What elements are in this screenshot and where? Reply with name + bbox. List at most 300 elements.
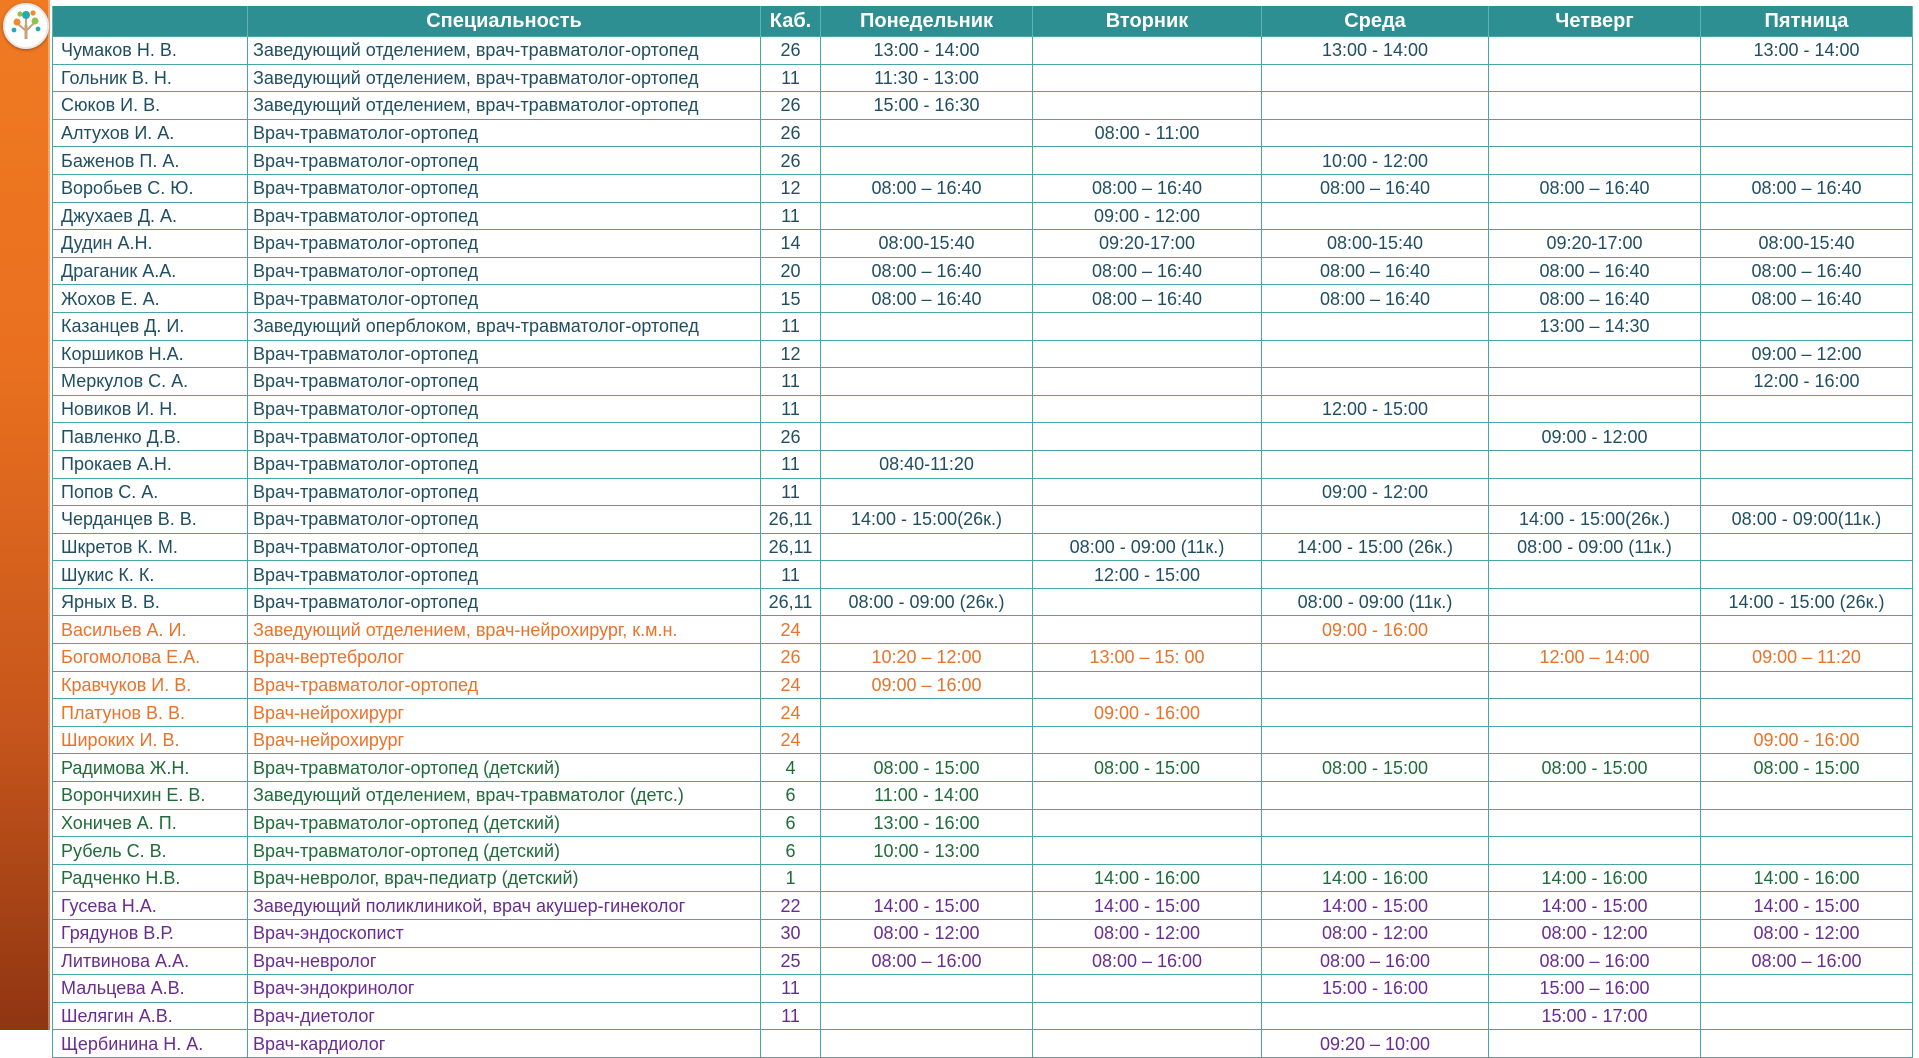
tuesday-hours-cell xyxy=(1033,37,1262,65)
tuesday-hours-cell xyxy=(1033,1030,1262,1058)
doctor-name-cell: Хоничев А. П. xyxy=(53,809,248,837)
specialty-cell: Заведующий отделением, врач-травматолог-ортопед xyxy=(248,92,761,120)
thursday-hours-cell: 12:00 – 14:00 xyxy=(1489,644,1701,672)
tuesday-hours-cell: 14:00 - 16:00 xyxy=(1033,864,1262,892)
specialty-cell: Врач-травматолог-ортопед xyxy=(248,450,761,478)
friday-hours-cell xyxy=(1701,616,1913,644)
friday-hours-cell xyxy=(1701,1030,1913,1058)
wednesday-hours-cell xyxy=(1262,1002,1489,1030)
friday-hours-cell: 14:00 - 16:00 xyxy=(1701,864,1913,892)
wednesday-hours-cell: 08:00 – 16:00 xyxy=(1262,947,1489,975)
header-thursday: Четверг xyxy=(1489,6,1701,37)
specialty-cell: Заведующий оперблоком, врач-травматолог-ортопед xyxy=(248,312,761,340)
monday-hours-cell: 15:00 - 16:30 xyxy=(821,92,1033,120)
specialty-cell: Заведующий отделением, врач-травматолог-ортопед xyxy=(248,37,761,65)
friday-hours-cell: 09:00 – 12:00 xyxy=(1701,340,1913,368)
doctor-name-cell: Черданцев В. В. xyxy=(53,506,248,534)
wednesday-hours-cell xyxy=(1262,119,1489,147)
specialty-cell: Врач-травматолог-ортопед xyxy=(248,230,761,258)
table-row xyxy=(53,947,1913,975)
monday-hours-cell: 08:00 – 16:00 xyxy=(821,947,1033,975)
room-cell: 6 xyxy=(761,782,821,810)
monday-hours-cell xyxy=(821,119,1033,147)
specialty-cell: Врач-травматолог-ортопед xyxy=(248,202,761,230)
doctor-name-cell: Ярных В. В. xyxy=(53,588,248,616)
thursday-hours-cell xyxy=(1489,616,1701,644)
thursday-hours-cell xyxy=(1489,726,1701,754)
room-cell: 11 xyxy=(761,478,821,506)
table-row xyxy=(53,147,1913,175)
thursday-hours-cell: 14:00 - 16:00 xyxy=(1489,864,1701,892)
room-cell: 24 xyxy=(761,726,821,754)
friday-hours-cell: 09:00 – 11:20 xyxy=(1701,644,1913,672)
doctor-name-cell: Казанцев Д. И. xyxy=(53,312,248,340)
friday-hours-cell xyxy=(1701,92,1913,120)
tuesday-hours-cell xyxy=(1033,450,1262,478)
header-wednesday: Среда xyxy=(1262,6,1489,37)
monday-hours-cell: 08:00 - 15:00 xyxy=(821,754,1033,782)
wednesday-hours-cell xyxy=(1262,726,1489,754)
room-cell: 11 xyxy=(761,368,821,396)
thursday-hours-cell xyxy=(1489,147,1701,175)
monday-hours-cell xyxy=(821,561,1033,589)
room-cell: 11 xyxy=(761,975,821,1003)
room-cell: 24 xyxy=(761,699,821,727)
thursday-hours-cell xyxy=(1489,92,1701,120)
room-cell: 26 xyxy=(761,644,821,672)
wednesday-hours-cell: 14:00 - 15:00 xyxy=(1262,892,1489,920)
friday-hours-cell xyxy=(1701,119,1913,147)
table-row xyxy=(53,616,1913,644)
monday-hours-cell: 08:00 – 16:40 xyxy=(821,257,1033,285)
monday-hours-cell xyxy=(821,147,1033,175)
tuesday-hours-cell xyxy=(1033,506,1262,534)
monday-hours-cell: 09:00 – 16:00 xyxy=(821,671,1033,699)
thursday-hours-cell: 08:00 - 15:00 xyxy=(1489,754,1701,782)
friday-hours-cell xyxy=(1701,1002,1913,1030)
table-row xyxy=(53,506,1913,534)
wednesday-hours-cell xyxy=(1262,809,1489,837)
friday-hours-cell xyxy=(1701,202,1913,230)
friday-hours-cell xyxy=(1701,64,1913,92)
tuesday-hours-cell xyxy=(1033,478,1262,506)
tuesday-hours-cell xyxy=(1033,340,1262,368)
doctor-name-cell: Платунов В. В. xyxy=(53,699,248,727)
room-cell: 26,11 xyxy=(761,588,821,616)
monday-hours-cell: 14:00 - 15:00 xyxy=(821,892,1033,920)
room-cell: 4 xyxy=(761,754,821,782)
table-row xyxy=(53,1030,1913,1058)
room-cell: 1 xyxy=(761,864,821,892)
wednesday-hours-cell: 09:20 – 10:00 xyxy=(1262,1030,1489,1058)
room-cell: 11 xyxy=(761,561,821,589)
header-name xyxy=(53,6,248,37)
table-row xyxy=(53,671,1913,699)
table-row xyxy=(53,202,1913,230)
wednesday-hours-cell: 09:00 - 16:00 xyxy=(1262,616,1489,644)
wednesday-hours-cell xyxy=(1262,837,1489,865)
friday-hours-cell: 08:00 - 12:00 xyxy=(1701,920,1913,948)
doctor-name-cell: Васильев А. И. xyxy=(53,616,248,644)
friday-hours-cell xyxy=(1701,312,1913,340)
table-row xyxy=(53,864,1913,892)
specialty-cell: Врач-травматолог-ортопед (детский) xyxy=(248,837,761,865)
monday-hours-cell: 08:00-15:40 xyxy=(821,230,1033,258)
table-row xyxy=(53,699,1913,727)
table-row xyxy=(53,644,1913,672)
thursday-hours-cell xyxy=(1489,561,1701,589)
tuesday-hours-cell: 08:00 – 16:40 xyxy=(1033,174,1262,202)
doctor-schedule-table xyxy=(52,6,1913,1058)
doctor-name-cell: Павленко Д.В. xyxy=(53,423,248,451)
friday-hours-cell: 13:00 - 14:00 xyxy=(1701,37,1913,65)
doctor-name-cell: Шкретов К. М. xyxy=(53,533,248,561)
thursday-hours-cell xyxy=(1489,478,1701,506)
tuesday-hours-cell xyxy=(1033,671,1262,699)
wednesday-hours-cell: 08:00 – 16:40 xyxy=(1262,174,1489,202)
tuesday-hours-cell: 12:00 - 15:00 xyxy=(1033,561,1262,589)
doctor-name-cell: Радченко Н.В. xyxy=(53,864,248,892)
tuesday-hours-cell: 09:20-17:00 xyxy=(1033,230,1262,258)
header-room: Каб. xyxy=(761,6,821,37)
tuesday-hours-cell xyxy=(1033,92,1262,120)
tuesday-hours-cell: 13:00 – 15: 00 xyxy=(1033,644,1262,672)
monday-hours-cell xyxy=(821,975,1033,1003)
doctor-name-cell: Воробьев С. Ю. xyxy=(53,174,248,202)
doctor-name-cell: Рубель С. В. xyxy=(53,837,248,865)
specialty-cell: Врач-диетолог xyxy=(248,1002,761,1030)
room-cell: 24 xyxy=(761,671,821,699)
table-row xyxy=(53,340,1913,368)
table-row xyxy=(53,561,1913,589)
room-cell: 26 xyxy=(761,147,821,175)
specialty-cell: Врач-травматолог-ортопед xyxy=(248,257,761,285)
specialty-cell: Заведующий отделением, врач-травматолог (детс.) xyxy=(248,782,761,810)
monday-hours-cell: 08:00 - 09:00 (26к.) xyxy=(821,588,1033,616)
table-row xyxy=(53,892,1913,920)
monday-hours-cell xyxy=(821,395,1033,423)
friday-hours-cell xyxy=(1701,975,1913,1003)
monday-hours-cell xyxy=(821,726,1033,754)
doctor-name-cell: Баженов П. А. xyxy=(53,147,248,175)
tuesday-hours-cell xyxy=(1033,64,1262,92)
tuesday-hours-cell: 09:00 - 16:00 xyxy=(1033,699,1262,727)
monday-hours-cell xyxy=(821,478,1033,506)
monday-hours-cell: 08:00 – 16:40 xyxy=(821,174,1033,202)
table-row xyxy=(53,312,1913,340)
tuesday-hours-cell xyxy=(1033,1002,1262,1030)
specialty-cell: Врач-травматолог-ортопед xyxy=(248,423,761,451)
wednesday-hours-cell xyxy=(1262,423,1489,451)
monday-hours-cell xyxy=(821,202,1033,230)
room-cell: 12 xyxy=(761,340,821,368)
table-row xyxy=(53,837,1913,865)
thursday-hours-cell: 08:00 - 12:00 xyxy=(1489,920,1701,948)
room-cell: 24 xyxy=(761,616,821,644)
room-cell: 26 xyxy=(761,423,821,451)
wednesday-hours-cell xyxy=(1262,782,1489,810)
doctor-name-cell: Шелягин А.В. xyxy=(53,1002,248,1030)
room-cell xyxy=(761,1030,821,1058)
doctor-name-cell: Щербинина Н. А. xyxy=(53,1030,248,1058)
wednesday-hours-cell xyxy=(1262,561,1489,589)
specialty-cell: Врач-травматолог-ортопед xyxy=(248,368,761,396)
wednesday-hours-cell xyxy=(1262,92,1489,120)
tuesday-hours-cell: 08:00 – 16:00 xyxy=(1033,947,1262,975)
wednesday-hours-cell: 14:00 - 15:00 (26к.) xyxy=(1262,533,1489,561)
friday-hours-cell: 08:00 – 16:00 xyxy=(1701,947,1913,975)
tuesday-hours-cell xyxy=(1033,809,1262,837)
room-cell: 26 xyxy=(761,37,821,65)
friday-hours-cell xyxy=(1701,782,1913,810)
friday-hours-cell: 09:00 - 16:00 xyxy=(1701,726,1913,754)
tuesday-hours-cell xyxy=(1033,395,1262,423)
room-cell: 11 xyxy=(761,64,821,92)
specialty-cell: Врач-нейрохирург xyxy=(248,699,761,727)
wednesday-hours-cell: 08:00 - 12:00 xyxy=(1262,920,1489,948)
thursday-hours-cell xyxy=(1489,119,1701,147)
monday-hours-cell xyxy=(821,533,1033,561)
doctor-name-cell: Кравчуков И. В. xyxy=(53,671,248,699)
room-cell: 12 xyxy=(761,174,821,202)
thursday-hours-cell xyxy=(1489,395,1701,423)
table-row xyxy=(53,450,1913,478)
clinic-logo-icon xyxy=(3,3,49,49)
table-row xyxy=(53,395,1913,423)
specialty-cell: Врач-травматолог-ортопед xyxy=(248,506,761,534)
friday-hours-cell xyxy=(1701,837,1913,865)
friday-hours-cell xyxy=(1701,423,1913,451)
doctor-name-cell: Сюков И. В. xyxy=(53,92,248,120)
table-row xyxy=(53,257,1913,285)
wednesday-hours-cell xyxy=(1262,699,1489,727)
table-row xyxy=(53,478,1913,506)
table-row xyxy=(53,975,1913,1003)
thursday-hours-cell: 15:00 – 16:00 xyxy=(1489,975,1701,1003)
wednesday-hours-cell: 12:00 - 15:00 xyxy=(1262,395,1489,423)
specialty-cell: Врач-травматолог-ортопед xyxy=(248,588,761,616)
room-cell: 22 xyxy=(761,892,821,920)
wednesday-hours-cell: 13:00 - 14:00 xyxy=(1262,37,1489,65)
thursday-hours-cell xyxy=(1489,809,1701,837)
wednesday-hours-cell xyxy=(1262,671,1489,699)
room-cell: 15 xyxy=(761,285,821,313)
table-row xyxy=(53,92,1913,120)
thursday-hours-cell xyxy=(1489,699,1701,727)
tuesday-hours-cell: 09:00 - 12:00 xyxy=(1033,202,1262,230)
room-cell: 20 xyxy=(761,257,821,285)
monday-hours-cell: 10:20 – 12:00 xyxy=(821,644,1033,672)
specialty-cell: Врач-кардиолог xyxy=(248,1030,761,1058)
table-row xyxy=(53,754,1913,782)
doctor-name-cell: Ворончихин Е. В. xyxy=(53,782,248,810)
tuesday-hours-cell xyxy=(1033,147,1262,175)
thursday-hours-cell: 15:00 - 17:00 xyxy=(1489,1002,1701,1030)
specialty-cell: Врач-невролог xyxy=(248,947,761,975)
friday-hours-cell: 08:00 – 16:40 xyxy=(1701,257,1913,285)
wednesday-hours-cell: 08:00 - 15:00 xyxy=(1262,754,1489,782)
wednesday-hours-cell xyxy=(1262,506,1489,534)
table-row xyxy=(53,809,1913,837)
tuesday-hours-cell xyxy=(1033,368,1262,396)
thursday-hours-cell xyxy=(1489,782,1701,810)
thursday-hours-cell: 08:00 – 16:00 xyxy=(1489,947,1701,975)
thursday-hours-cell xyxy=(1489,368,1701,396)
thursday-hours-cell: 08:00 – 16:40 xyxy=(1489,257,1701,285)
wednesday-hours-cell: 08:00 – 16:40 xyxy=(1262,285,1489,313)
monday-hours-cell xyxy=(821,340,1033,368)
table-row xyxy=(53,285,1913,313)
room-cell: 26 xyxy=(761,119,821,147)
monday-hours-cell: 14:00 - 15:00(26к.) xyxy=(821,506,1033,534)
friday-hours-cell: 08:00 - 09:00(11к.) xyxy=(1701,506,1913,534)
room-cell: 26 xyxy=(761,92,821,120)
table-row xyxy=(53,1002,1913,1030)
wednesday-hours-cell xyxy=(1262,644,1489,672)
tuesday-hours-cell: 14:00 - 15:00 xyxy=(1033,892,1262,920)
thursday-hours-cell xyxy=(1489,450,1701,478)
room-cell: 26,11 xyxy=(761,506,821,534)
specialty-cell: Заведующий отделением, врач-нейрохирург, к.м.н. xyxy=(248,616,761,644)
table-row xyxy=(53,533,1913,561)
specialty-cell: Врач-травматолог-ортопед xyxy=(248,533,761,561)
doctor-name-cell: Дудин А.Н. xyxy=(53,230,248,258)
doctor-name-cell: Драганик А.А. xyxy=(53,257,248,285)
header-specialty: Специальность xyxy=(248,6,761,37)
monday-hours-cell xyxy=(821,864,1033,892)
doctor-name-cell: Радимова Ж.Н. xyxy=(53,754,248,782)
tuesday-hours-cell xyxy=(1033,975,1262,1003)
tuesday-hours-cell xyxy=(1033,616,1262,644)
thursday-hours-cell: 08:00 – 16:40 xyxy=(1489,174,1701,202)
room-cell: 6 xyxy=(761,837,821,865)
tuesday-hours-cell xyxy=(1033,726,1262,754)
thursday-hours-cell xyxy=(1489,37,1701,65)
room-cell: 11 xyxy=(761,395,821,423)
doctor-name-cell: Гольник В. Н. xyxy=(53,64,248,92)
friday-hours-cell xyxy=(1701,671,1913,699)
monday-hours-cell: 13:00 - 14:00 xyxy=(821,37,1033,65)
wednesday-hours-cell xyxy=(1262,64,1489,92)
friday-hours-cell: 12:00 - 16:00 xyxy=(1701,368,1913,396)
tuesday-hours-cell xyxy=(1033,423,1262,451)
friday-hours-cell: 14:00 - 15:00 (26к.) xyxy=(1701,588,1913,616)
wednesday-hours-cell: 09:00 - 12:00 xyxy=(1262,478,1489,506)
thursday-hours-cell: 13:00 – 14:30 xyxy=(1489,312,1701,340)
friday-hours-cell xyxy=(1701,450,1913,478)
doctor-name-cell: Коршиков Н.А. xyxy=(53,340,248,368)
wednesday-hours-cell xyxy=(1262,450,1489,478)
wednesday-hours-cell xyxy=(1262,368,1489,396)
table-row xyxy=(53,119,1913,147)
specialty-cell: Врач-травматолог-ортопед xyxy=(248,285,761,313)
table-row xyxy=(53,782,1913,810)
wednesday-hours-cell: 14:00 - 16:00 xyxy=(1262,864,1489,892)
friday-hours-cell xyxy=(1701,147,1913,175)
room-cell: 11 xyxy=(761,450,821,478)
wednesday-hours-cell: 08:00-15:40 xyxy=(1262,230,1489,258)
specialty-cell: Врач-травматолог-ортопед (детский) xyxy=(248,754,761,782)
schedule-body xyxy=(53,37,1913,1058)
doctor-name-cell: Шукис К. К. xyxy=(53,561,248,589)
room-cell: 14 xyxy=(761,230,821,258)
sidebar-accent-stripe xyxy=(0,0,50,1030)
tuesday-hours-cell: 08:00 - 15:00 xyxy=(1033,754,1262,782)
monday-hours-cell: 11:00 - 14:00 xyxy=(821,782,1033,810)
table-header-row xyxy=(53,6,1913,37)
doctor-name-cell: Меркулов С. А. xyxy=(53,368,248,396)
monday-hours-cell xyxy=(821,699,1033,727)
doctor-name-cell: Жохов Е. А. xyxy=(53,285,248,313)
room-cell: 26,11 xyxy=(761,533,821,561)
specialty-cell: Врач-вертебролог xyxy=(248,644,761,672)
monday-hours-cell xyxy=(821,312,1033,340)
friday-hours-cell: 14:00 - 15:00 xyxy=(1701,892,1913,920)
header-tuesday: Вторник xyxy=(1033,6,1262,37)
tuesday-hours-cell: 08:00 - 11:00 xyxy=(1033,119,1262,147)
thursday-hours-cell: 09:20-17:00 xyxy=(1489,230,1701,258)
table-row xyxy=(53,726,1913,754)
monday-hours-cell: 08:00 - 12:00 xyxy=(821,920,1033,948)
room-cell: 6 xyxy=(761,809,821,837)
friday-hours-cell xyxy=(1701,809,1913,837)
specialty-cell: Врач-травматолог-ортопед xyxy=(248,478,761,506)
specialty-cell: Врач-эндоскопист xyxy=(248,920,761,948)
tuesday-hours-cell: 08:00 – 16:40 xyxy=(1033,257,1262,285)
thursday-hours-cell xyxy=(1489,1030,1701,1058)
tree-logo-icon xyxy=(5,5,47,47)
table-row xyxy=(53,37,1913,65)
tuesday-hours-cell xyxy=(1033,837,1262,865)
friday-hours-cell xyxy=(1701,533,1913,561)
table-row xyxy=(53,423,1913,451)
friday-hours-cell xyxy=(1701,395,1913,423)
thursday-hours-cell: 08:00 - 09:00 (11к.) xyxy=(1489,533,1701,561)
tuesday-hours-cell xyxy=(1033,312,1262,340)
room-cell: 11 xyxy=(761,202,821,230)
specialty-cell: Врач-травматолог-ортопед xyxy=(248,561,761,589)
wednesday-hours-cell: 08:00 – 16:40 xyxy=(1262,257,1489,285)
doctor-name-cell: Попов С. А. xyxy=(53,478,248,506)
specialty-cell: Врач-невролог, врач-педиатр (детский) xyxy=(248,864,761,892)
room-cell: 11 xyxy=(761,1002,821,1030)
monday-hours-cell: 13:00 - 16:00 xyxy=(821,809,1033,837)
monday-hours-cell: 10:00 - 13:00 xyxy=(821,837,1033,865)
tuesday-hours-cell xyxy=(1033,588,1262,616)
table-row xyxy=(53,174,1913,202)
specialty-cell: Врач-эндокринолог xyxy=(248,975,761,1003)
thursday-hours-cell xyxy=(1489,671,1701,699)
table-row xyxy=(53,920,1913,948)
doctor-name-cell: Прокаев А.Н. xyxy=(53,450,248,478)
doctor-name-cell: Алтухов И. А. xyxy=(53,119,248,147)
specialty-cell: Заведующий отделением, врач-травматолог-ортопед xyxy=(248,64,761,92)
specialty-cell: Врач-травматолог-ортопед xyxy=(248,395,761,423)
specialty-cell: Врач-травматолог-ортопед xyxy=(248,671,761,699)
room-cell: 11 xyxy=(761,312,821,340)
room-cell: 30 xyxy=(761,920,821,948)
specialty-cell: Врач-нейрохирург xyxy=(248,726,761,754)
table-row xyxy=(53,230,1913,258)
thursday-hours-cell xyxy=(1489,588,1701,616)
friday-hours-cell xyxy=(1701,478,1913,506)
friday-hours-cell: 08:00-15:40 xyxy=(1701,230,1913,258)
specialty-cell: Врач-травматолог-ортопед xyxy=(248,119,761,147)
friday-hours-cell: 08:00 – 16:40 xyxy=(1701,285,1913,313)
thursday-hours-cell: 14:00 - 15:00 xyxy=(1489,892,1701,920)
friday-hours-cell xyxy=(1701,699,1913,727)
thursday-hours-cell xyxy=(1489,202,1701,230)
